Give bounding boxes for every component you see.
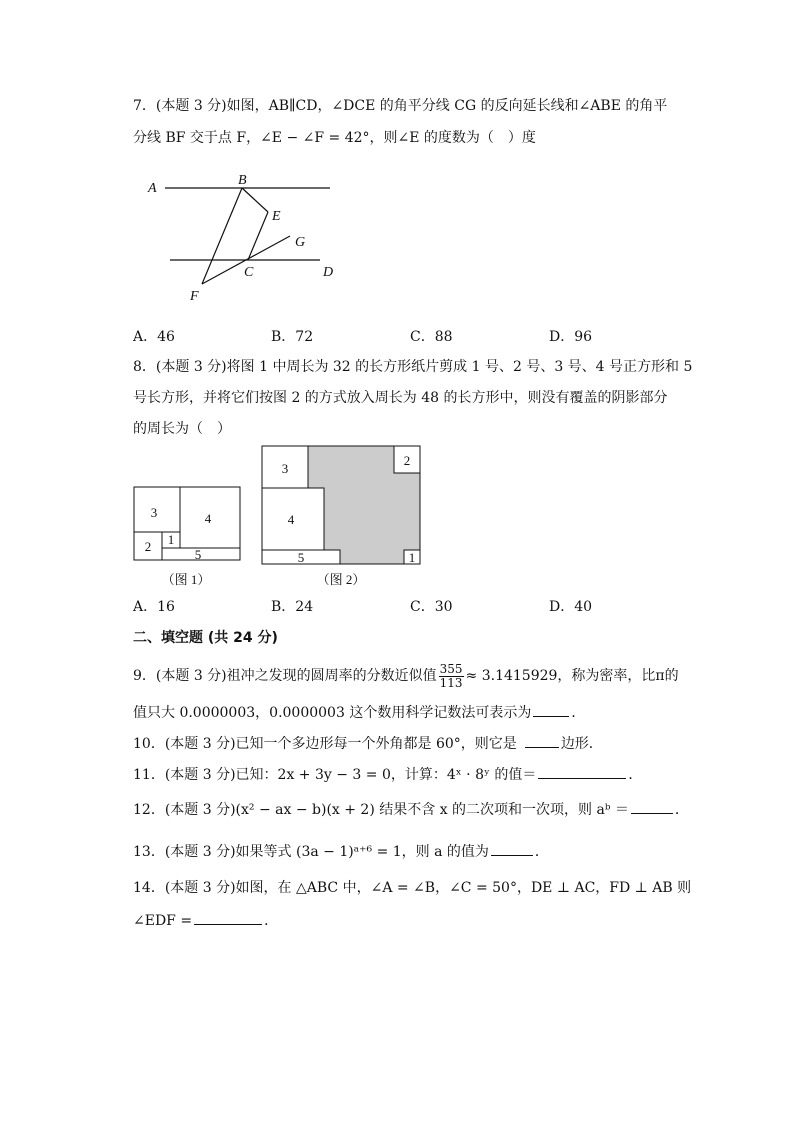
q12-end: ． <box>674 802 689 818</box>
q12-line <box>133 799 689 820</box>
q12-answer-blank[interactable] <box>631 799 673 814</box>
q8-line3: 的周长为（ ） <box>133 421 231 437</box>
q11-text: 11．(本题 3 分)已知：2x + 3y − 3 = 0，计算：4ˣ · 8ʸ 的值＝ <box>133 767 537 783</box>
q7-line2: 分线 BF 交于点 F，∠E − ∠F = 42°，则∠E 的度数为（ ）度 <box>133 130 536 146</box>
q7-option-c[interactable]: C．88 <box>410 329 453 345</box>
label-g: G <box>295 235 306 250</box>
fig2-label-5: 5 <box>297 550 305 565</box>
q9-pre: 9．(本题 3 分)祖冲之发现的圆周率的分数近似值 <box>133 668 437 684</box>
q9-end: ． <box>571 705 586 721</box>
q8-figure-2 <box>258 440 428 590</box>
q9-answer-blank[interactable] <box>533 702 569 717</box>
q13-end: ． <box>534 844 549 860</box>
q10-line <box>133 733 603 754</box>
q10-answer-blank[interactable] <box>525 733 559 748</box>
q9-denominator: 113 <box>439 675 463 690</box>
fig2-caption: （图 2） <box>316 572 366 587</box>
segment-bf <box>202 188 242 284</box>
q13-line <box>133 841 549 862</box>
fig1-label-5: 5 <box>194 547 202 562</box>
label-d: D <box>323 265 334 280</box>
fig2-label-2: 2 <box>403 453 411 468</box>
fig1-caption: （图 1） <box>161 572 211 587</box>
q7-options <box>133 326 693 346</box>
q11-line <box>133 764 642 785</box>
q13-text: 13．(本题 3 分)如果等式 (3a − 1)ᵃ⁺⁶ = 1，则 a 的值为 <box>133 844 489 860</box>
q7-option-b[interactable]: B．72 <box>271 329 314 345</box>
q14-line1: 14．(本题 3 分)如图，在 △ABC 中，∠A = ∠B，∠C = 50°，DE ⊥ AC，FD ⊥ AB 则 <box>133 880 692 896</box>
q10-end: 边形． <box>560 736 603 752</box>
q9-line1 <box>133 662 679 690</box>
q7-option-d[interactable]: D．96 <box>549 329 593 345</box>
q14-answer-blank[interactable] <box>194 910 262 925</box>
q8-figure-1 <box>128 480 248 590</box>
q9-numerator: 355 <box>439 661 463 676</box>
q7-option-a[interactable]: A．46 <box>133 329 175 345</box>
fig1-label-1: 1 <box>167 532 175 547</box>
q8-options <box>133 596 693 616</box>
section-heading-fill-in: 二、填空题 (共 24 分) <box>133 630 278 646</box>
fig2-label-4: 4 <box>287 512 295 527</box>
fig1-label-4: 4 <box>204 511 212 526</box>
q14-end: ． <box>264 913 279 929</box>
q11-answer-blank[interactable] <box>538 764 626 779</box>
label-c: C <box>244 265 254 280</box>
q8-line1: 8．(本题 3 分)将图 1 中周长为 32 的长方形纸片剪成 1 号、2 号、3 号、4 号正方形和 5 <box>133 359 693 375</box>
q10-text: 10．(本题 3 分)已知一个多边形每一个外角都是 60°，则它是 <box>133 736 517 752</box>
label-e: E <box>272 209 281 224</box>
q8-line2: 号长方形，并将它们按图 2 的方式放入周长为 48 的长方形中，则没有覆盖的阴影部分 <box>133 390 668 406</box>
fig2-label-3: 3 <box>281 461 289 476</box>
fig2-label-1: 1 <box>408 550 416 565</box>
q11-end: ． <box>628 767 643 783</box>
q9-line2 <box>133 702 585 723</box>
label-b: B <box>238 173 247 188</box>
label-a: A <box>148 181 157 196</box>
fig1-label-3: 3 <box>150 505 158 520</box>
q12-text: 12．(本题 3 分)(x² − ax − b)(x + 2) 结果不含 x 的二次项和一次项，则 aᵇ ＝ <box>133 802 629 818</box>
segment-be <box>242 188 268 212</box>
q14-line2 <box>133 910 278 931</box>
q14-line2-text: ∠EDF = <box>133 913 193 929</box>
q8-option-c[interactable]: C．30 <box>410 599 453 615</box>
q7-line1: 7．(本题 3 分)如图，AB∥CD，∠DCE 的角平分线 CG 的反向延长线和∠ABE 的角平 <box>133 98 668 114</box>
q8-option-d[interactable]: D．40 <box>549 599 593 615</box>
q8-option-b[interactable]: B．24 <box>271 599 314 615</box>
label-f: F <box>190 289 199 304</box>
q9-post: ≈ 3.1415929，称为密率，比π的 <box>465 668 679 684</box>
q8-option-a[interactable]: A．16 <box>133 599 175 615</box>
q7-figure <box>140 170 350 305</box>
q9-fraction <box>439 663 464 690</box>
q9-line2-text: 值只大 0.0000003，0.0000003 这个数用科学记数法可表示为 <box>133 705 532 721</box>
fig1-label-2: 2 <box>144 539 152 554</box>
q13-answer-blank[interactable] <box>491 841 533 856</box>
